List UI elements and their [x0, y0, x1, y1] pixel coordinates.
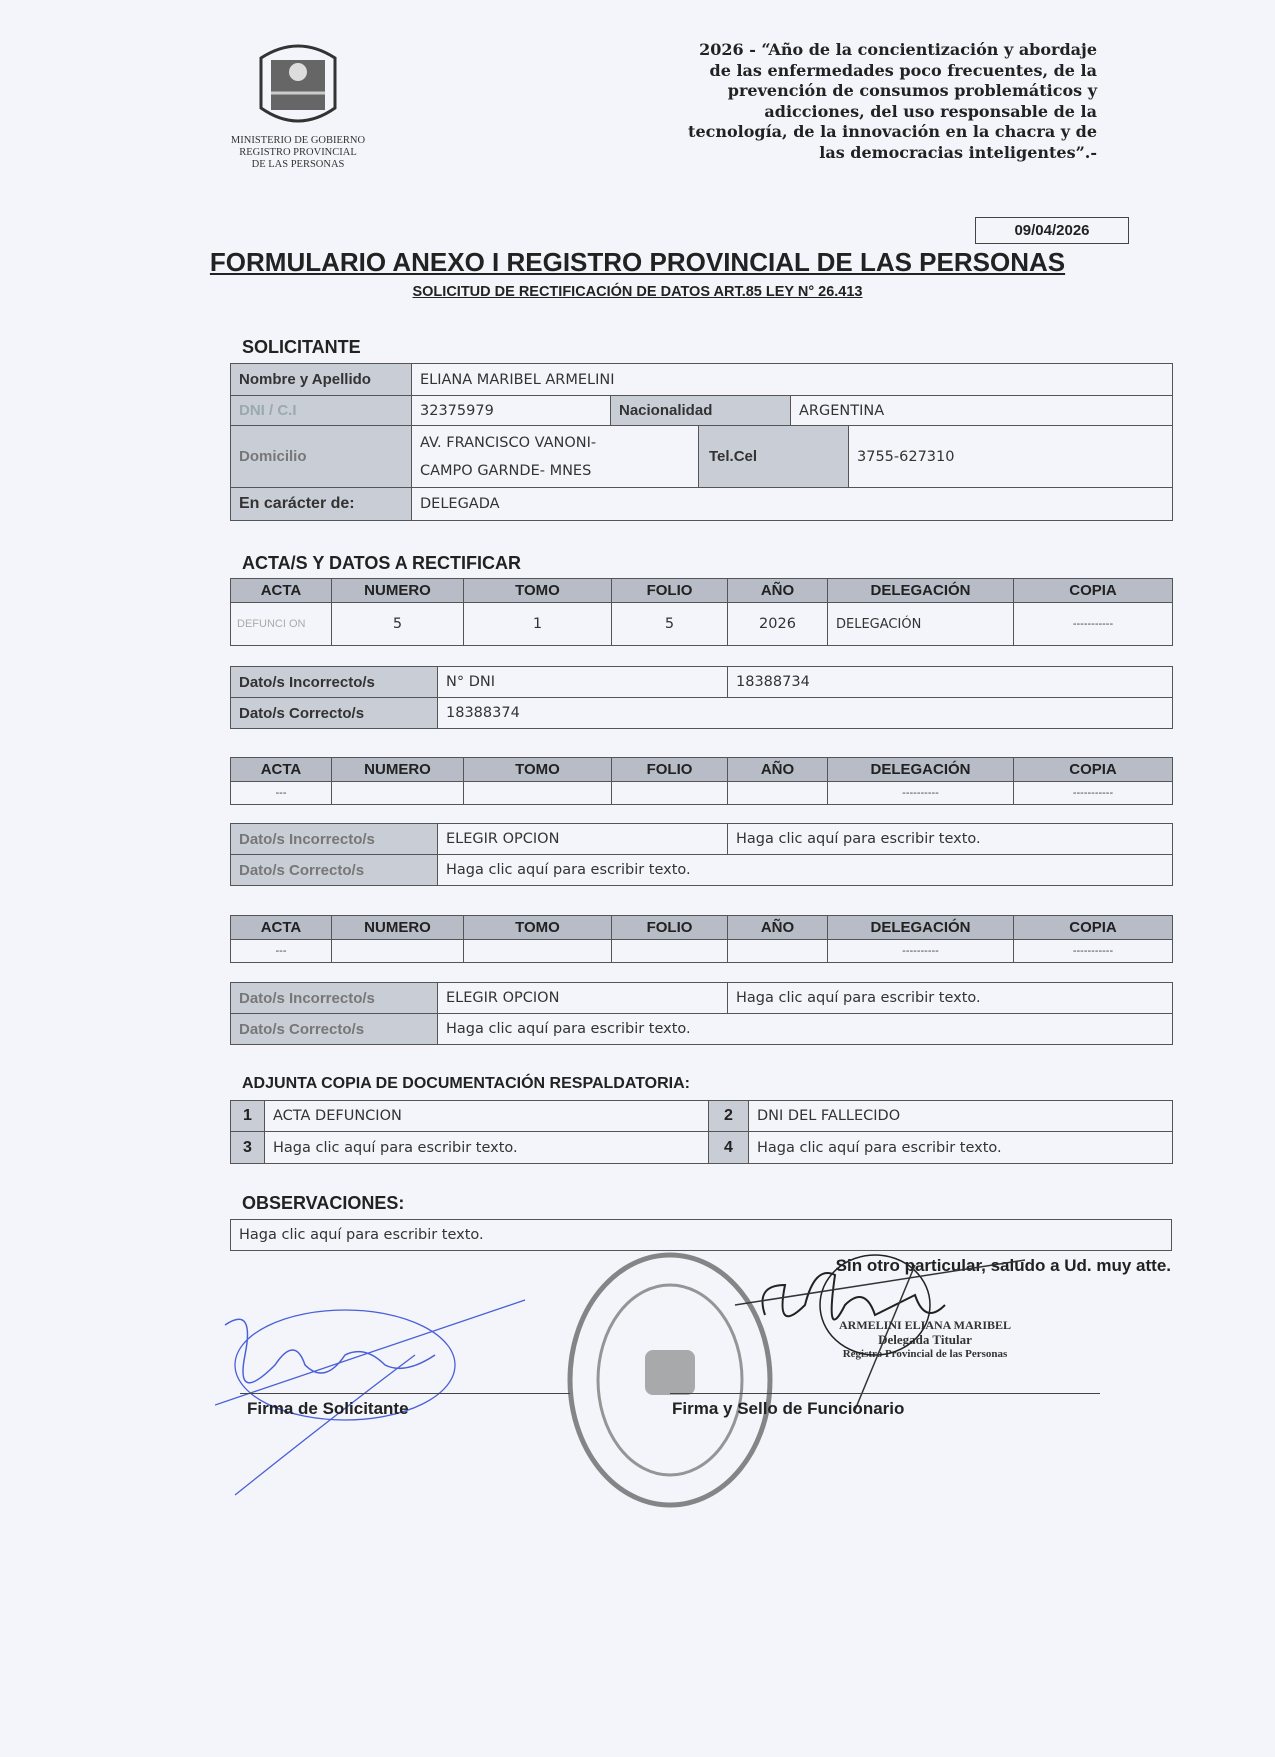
datos-table — [230, 666, 1173, 729]
province-seal-icon — [243, 38, 353, 130]
ministry-logo — [218, 38, 378, 171]
org-line: MINISTERIO DE GOBIERNO — [230, 135, 366, 146]
column-header: ACTA — [231, 758, 332, 782]
motto-line: 2026 - “Año de la concientización y abordaje — [699, 40, 1097, 59]
column-header: COPIA — [1014, 579, 1173, 603]
tel-label: Tel.Cel — [699, 426, 849, 488]
correct-label: Dato/s Correcto/s — [231, 698, 438, 729]
form-subtitle: SOLICITUD DE RECTIFICACIÓN DE DATOS ART.85 LEY N° 26.413 — [412, 284, 863, 300]
nacionalidad-label: Nacionalidad — [611, 396, 791, 426]
correct-value-field[interactable]: Haga clic aquí para escribir texto. — [438, 855, 1173, 886]
motto-line: las democracias inteligentes”.- — [819, 142, 1097, 162]
acta-cell[interactable]: ----------- — [1014, 603, 1173, 646]
column-header: ACTA — [231, 916, 332, 940]
incorrect-label: Dato/s Incorrecto/s — [231, 667, 438, 698]
acta-cell[interactable]: ----------- — [1014, 782, 1173, 805]
signature-line-funcionario — [670, 1393, 1100, 1394]
motto-line: adicciones, del uso responsable de la — [764, 101, 1097, 121]
domicilio-line: AV. FRANCISCO VANONI- — [420, 434, 597, 451]
motto-line: prevención de consumos problemáticos y — [727, 81, 1097, 100]
acta-cell[interactable]: --- — [231, 940, 332, 963]
motto-line: tecnología, de la innovación en la chacra y de — [688, 122, 1097, 141]
acta-cell[interactable]: 5 — [332, 603, 464, 646]
datos-table — [230, 982, 1173, 1045]
correct-value-field[interactable]: 18388374 — [438, 698, 1173, 729]
caracter-field[interactable]: DELEGADA — [412, 488, 1173, 521]
incorrect-label: Dato/s Incorrecto/s — [231, 824, 438, 855]
seal-org: Registro Provincial de las Personas — [842, 1348, 1008, 1360]
column-header: DELEGACIÓN — [828, 579, 1014, 603]
domicilio-label: Domicilio — [231, 426, 412, 488]
acta-cell[interactable]: ---------- — [828, 782, 1014, 805]
seal-role: Delegada Titular — [878, 1332, 972, 1347]
org-line: REGISTRO PROVINCIAL — [239, 147, 357, 158]
acta-table — [230, 757, 1173, 805]
signature-line-solicitante — [240, 1393, 570, 1394]
column-header: AÑO — [728, 579, 828, 603]
firma-solicitante-label: Firma de Solicitante — [247, 1399, 409, 1418]
column-header: FOLIO — [612, 758, 728, 782]
doc-number: 2 — [709, 1101, 749, 1132]
correct-label: Dato/s Correcto/s — [231, 1014, 438, 1045]
seal-name: ARMELINI ELIANA MARIBEL — [838, 1318, 1012, 1332]
column-header: NUMERO — [332, 758, 464, 782]
nombre-label: Nombre y Apellido — [231, 364, 412, 396]
acta-cell[interactable] — [728, 940, 828, 963]
acta-cell[interactable] — [332, 940, 464, 963]
column-header: COPIA — [1014, 758, 1173, 782]
column-header: ACTA — [231, 579, 332, 603]
column-header: AÑO — [728, 758, 828, 782]
date-field[interactable]: 09/04/2026 — [975, 217, 1129, 244]
acta-cell[interactable]: 2026 — [728, 603, 828, 646]
solicitante-table — [230, 363, 1173, 521]
column-header: NUMERO — [332, 579, 464, 603]
domicilio-line: CAMPO GARNDE- MNES — [420, 462, 592, 479]
acta-table — [230, 578, 1173, 646]
acta-table — [230, 915, 1173, 963]
column-header: NUMERO — [332, 916, 464, 940]
doc-field[interactable]: Haga clic aquí para escribir texto. — [265, 1132, 709, 1164]
acta-cell[interactable] — [728, 782, 828, 805]
acta-cell[interactable] — [464, 940, 612, 963]
caracter-label: En carácter de: — [231, 488, 412, 521]
doc-field[interactable]: DNI DEL FALLECIDO — [749, 1101, 1173, 1132]
nacionalidad-field[interactable]: ARGENTINA — [791, 396, 1173, 426]
column-header: FOLIO — [612, 579, 728, 603]
correct-label: Dato/s Correcto/s — [231, 855, 438, 886]
column-header: DELEGACIÓN — [828, 758, 1014, 782]
dni-label: DNI / C.I — [231, 396, 412, 426]
observaciones-field[interactable]: Haga clic aquí para escribir texto. — [231, 1220, 1172, 1251]
incorrect-value-field[interactable]: Haga clic aquí para escribir texto. — [728, 824, 1173, 855]
column-header: COPIA — [1014, 916, 1173, 940]
section-heading-solicitante: SOLICITANTE — [242, 337, 361, 357]
section-heading-adjunta: ADJUNTA COPIA DE DOCUMENTACIÓN RESPALDATORIA: — [242, 1075, 690, 1092]
year-motto — [577, 40, 1097, 163]
closing-text: Sin otro particular, saludo a Ud. muy atte. — [835, 1256, 1171, 1275]
tel-field[interactable]: 3755-627310 — [849, 426, 1173, 488]
correct-value-field[interactable]: Haga clic aquí para escribir texto. — [438, 1014, 1173, 1045]
acta-cell[interactable] — [612, 782, 728, 805]
acta-cell[interactable]: DELEGACIÓN — [828, 603, 1014, 646]
firma-funcionario-label: Firma y Sello de Funcionario — [672, 1399, 905, 1418]
column-header: TOMO — [464, 758, 612, 782]
doc-number: 3 — [231, 1132, 265, 1164]
acta-cell[interactable]: --- — [231, 782, 332, 805]
adjunta-table — [230, 1100, 1173, 1164]
column-header: AÑO — [728, 916, 828, 940]
doc-field[interactable]: ACTA DEFUNCION — [265, 1101, 709, 1132]
motto-line: de las enfermedades poco frecuentes, de la — [709, 60, 1097, 80]
acta-cell[interactable]: ----------- — [1014, 940, 1173, 963]
incorrect-field-select[interactable]: ELEGIR OPCION — [438, 983, 728, 1014]
acta-cell[interactable] — [612, 940, 728, 963]
datos-table — [230, 823, 1173, 886]
incorrect-value-field[interactable]: 18388734 — [728, 667, 1173, 698]
incorrect-value-field[interactable]: Haga clic aquí para escribir texto. — [728, 983, 1173, 1014]
acta-cell[interactable]: 5 — [612, 603, 728, 646]
column-header: TOMO — [464, 579, 612, 603]
section-heading-observaciones: OBSERVACIONES: — [242, 1193, 405, 1213]
acta-cell[interactable] — [332, 782, 464, 805]
dni-field[interactable]: 32375979 — [412, 396, 611, 426]
doc-number: 1 — [231, 1101, 265, 1132]
acta-cell[interactable]: 1 — [464, 603, 612, 646]
nombre-field[interactable]: ELIANA MARIBEL ARMELINI — [412, 364, 1173, 396]
column-header: FOLIO — [612, 916, 728, 940]
domicilio-field[interactable] — [412, 426, 699, 488]
doc-field[interactable]: Haga clic aquí para escribir texto. — [749, 1132, 1173, 1164]
acta-cell[interactable]: DEFUNCI ON — [231, 603, 332, 646]
acta-cell[interactable] — [464, 782, 612, 805]
column-header: TOMO — [464, 916, 612, 940]
form-title: FORMULARIO ANEXO I REGISTRO PROVINCIAL DE LAS PERSONAS — [209, 247, 1066, 277]
org-line: DE LAS PERSONAS — [251, 159, 345, 170]
incorrect-field-select[interactable]: N° DNI — [438, 667, 728, 698]
column-header: DELEGACIÓN — [828, 916, 1014, 940]
incorrect-field-select[interactable]: ELEGIR OPCION — [438, 824, 728, 855]
acta-cell[interactable]: ---------- — [828, 940, 1014, 963]
section-heading-actas: ACTA/S Y DATOS A RECTIFICAR — [242, 553, 522, 573]
official-signature-icon — [725, 1245, 1045, 1415]
incorrect-label: Dato/s Incorrecto/s — [231, 983, 438, 1014]
doc-number: 4 — [709, 1132, 749, 1164]
